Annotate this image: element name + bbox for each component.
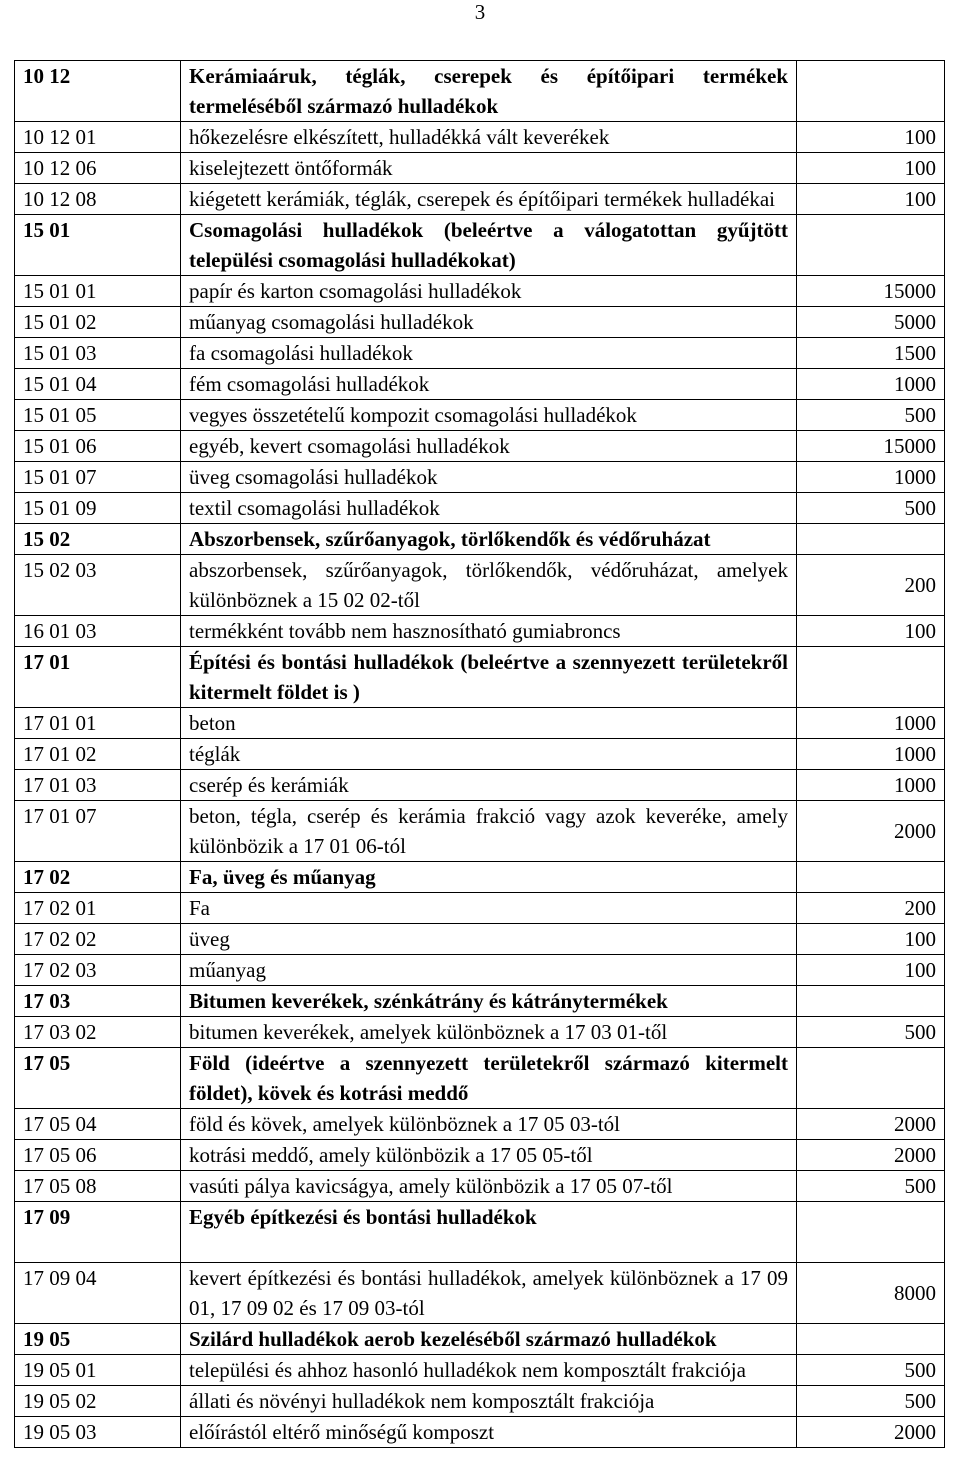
category-row <box>15 1202 945 1263</box>
page-number: 3 <box>474 0 486 24</box>
amount-cell: 15000 <box>797 276 945 307</box>
table-row <box>15 739 945 770</box>
waste-code-cell: 17 02 01 <box>15 893 181 924</box>
amount-cell: 1000 <box>797 708 945 739</box>
table-row <box>15 400 945 431</box>
description-cell: üveg csomagolási hulladékok <box>181 462 797 493</box>
category-row <box>15 1048 945 1109</box>
table-row <box>15 555 945 616</box>
table-row <box>15 1263 945 1324</box>
waste-code-cell: 17 05 08 <box>15 1171 181 1202</box>
amount-cell: 1000 <box>797 739 945 770</box>
waste-code-cell: 17 01 <box>15 647 181 708</box>
table-row <box>15 770 945 801</box>
waste-code-cell: 15 01 07 <box>15 462 181 493</box>
category-row <box>15 1324 945 1355</box>
table-row <box>15 431 945 462</box>
amount-cell: 15000 <box>797 431 945 462</box>
table-row <box>15 462 945 493</box>
amount-cell: 1000 <box>797 369 945 400</box>
description-cell: Csomagolási hulladékok (beleértve a válogatottan gyűjtött települési csomagolási hulladékokat) <box>181 215 797 276</box>
description-cell: műanyag <box>181 955 797 986</box>
description-cell: kotrási meddő, amely különbözik a 17 05 05-től <box>181 1140 797 1171</box>
table-row <box>15 1417 945 1448</box>
table-row <box>15 955 945 986</box>
amount-cell <box>797 1324 945 1355</box>
waste-code-cell: 17 03 <box>15 986 181 1017</box>
amount-cell: 1000 <box>797 462 945 493</box>
description-cell: kiselejtezett öntőformák <box>181 153 797 184</box>
category-row <box>15 524 945 555</box>
waste-code-cell: 19 05 01 <box>15 1355 181 1386</box>
amount-cell: 100 <box>797 153 945 184</box>
waste-code-cell: 17 05 06 <box>15 1140 181 1171</box>
table-row <box>15 307 945 338</box>
description-cell: téglák <box>181 739 797 770</box>
waste-code-cell: 10 12 01 <box>15 122 181 153</box>
table-row <box>15 1171 945 1202</box>
description-cell: Fa, üveg és műanyag <box>181 862 797 893</box>
amount-cell: 2000 <box>797 1140 945 1171</box>
amount-cell: 5000 <box>797 307 945 338</box>
table-row <box>15 122 945 153</box>
waste-code-cell: 10 12 <box>15 61 181 122</box>
waste-code-cell: 17 05 <box>15 1048 181 1109</box>
amount-cell: 500 <box>797 1017 945 1048</box>
description-cell: abszorbensek, szűrőanyagok, törlőkendők, védőruházat, amelyek különböznek a 15 02 02-től <box>181 555 797 616</box>
waste-code-cell: 17 03 02 <box>15 1017 181 1048</box>
description-cell: bitumen keverékek, amelyek különböznek a 17 03 01-től <box>181 1017 797 1048</box>
table-row <box>15 153 945 184</box>
amount-cell: 500 <box>797 1171 945 1202</box>
description-cell: termékként tovább nem hasznosítható gumiabroncs <box>181 616 797 647</box>
waste-code-cell: 17 01 01 <box>15 708 181 739</box>
waste-code-cell: 15 01 01 <box>15 276 181 307</box>
amount-cell: 100 <box>797 924 945 955</box>
table-row <box>15 1386 945 1417</box>
description-cell: Bitumen keverékek, szénkátrány és kátránytermékek <box>181 986 797 1017</box>
waste-code-cell: 16 01 03 <box>15 616 181 647</box>
waste-code-table-body <box>15 61 945 1448</box>
waste-code-cell: 15 02 <box>15 524 181 555</box>
amount-cell: 2000 <box>797 1109 945 1140</box>
description-cell: Egyéb építkezési és bontási hulladékok <box>181 1202 797 1263</box>
amount-cell: 500 <box>797 1355 945 1386</box>
table-row <box>15 924 945 955</box>
description-cell: Abszorbensek, szűrőanyagok, törlőkendők és védőruházat <box>181 524 797 555</box>
table-row <box>15 276 945 307</box>
waste-code-cell: 17 01 07 <box>15 801 181 862</box>
table-row <box>15 1355 945 1386</box>
waste-code-cell: 17 09 04 <box>15 1263 181 1324</box>
description-cell: hőkezelésre elkészített, hulladékká vált keverékek <box>181 122 797 153</box>
table-row <box>15 184 945 215</box>
category-row <box>15 862 945 893</box>
amount-cell: 100 <box>797 122 945 153</box>
amount-cell: 2000 <box>797 801 945 862</box>
table-row <box>15 801 945 862</box>
description-cell: üveg <box>181 924 797 955</box>
amount-cell <box>797 1048 945 1109</box>
description-cell: beton <box>181 708 797 739</box>
description-cell: települési és ahhoz hasonló hulladékok nem komposztált frakciója <box>181 1355 797 1386</box>
description-cell: állati és növényi hulladékok nem komposztált frakciója <box>181 1386 797 1417</box>
amount-cell: 8000 <box>797 1263 945 1324</box>
waste-code-cell: 17 05 04 <box>15 1109 181 1140</box>
description-cell: papír és karton csomagolási hulladékok <box>181 276 797 307</box>
amount-cell: 200 <box>797 555 945 616</box>
description-cell: vegyes összetételű kompozit csomagolási hulladékok <box>181 400 797 431</box>
amount-cell: 2000 <box>797 1417 945 1448</box>
description-cell: Szilárd hulladékok aerob kezeléséből származó hulladékok <box>181 1324 797 1355</box>
amount-cell <box>797 1202 945 1263</box>
waste-code-cell: 17 02 03 <box>15 955 181 986</box>
category-row <box>15 986 945 1017</box>
category-row <box>15 61 945 122</box>
waste-code-cell: 15 01 05 <box>15 400 181 431</box>
waste-code-cell: 15 01 03 <box>15 338 181 369</box>
description-cell: textil csomagolási hulladékok <box>181 493 797 524</box>
amount-cell: 1000 <box>797 770 945 801</box>
table-row <box>15 893 945 924</box>
table-row <box>15 338 945 369</box>
waste-code-table <box>14 60 945 1448</box>
waste-code-cell: 19 05 <box>15 1324 181 1355</box>
waste-code-cell: 15 01 <box>15 215 181 276</box>
amount-cell <box>797 862 945 893</box>
amount-cell <box>797 986 945 1017</box>
waste-code-cell: 15 01 02 <box>15 307 181 338</box>
amount-cell <box>797 215 945 276</box>
waste-code-cell: 17 09 <box>15 1202 181 1263</box>
amount-cell: 200 <box>797 893 945 924</box>
waste-code-cell: 15 01 04 <box>15 369 181 400</box>
waste-code-cell: 17 01 02 <box>15 739 181 770</box>
table-row <box>15 369 945 400</box>
description-cell: előírástól eltérő minőségű komposzt <box>181 1417 797 1448</box>
table-row <box>15 708 945 739</box>
description-cell: egyéb, kevert csomagolási hulladékok <box>181 431 797 462</box>
waste-code-cell: 10 12 08 <box>15 184 181 215</box>
category-row <box>15 647 945 708</box>
waste-code-cell: 15 01 09 <box>15 493 181 524</box>
waste-code-cell: 19 05 02 <box>15 1386 181 1417</box>
waste-code-cell: 17 02 <box>15 862 181 893</box>
waste-code-cell: 10 12 06 <box>15 153 181 184</box>
description-cell: kevert építkezési és bontási hulladékok, amelyek különböznek a 17 09 01, 17 09 02 és 17 09 03-tól <box>181 1263 797 1324</box>
amount-cell <box>797 61 945 122</box>
description-cell: cserép és kerámiák <box>181 770 797 801</box>
description-cell: Építési és bontási hulladékok (beleértve a szennyezett területekről kitermelt földet is ) <box>181 647 797 708</box>
description-cell: fa csomagolási hulladékok <box>181 338 797 369</box>
waste-code-cell: 19 05 03 <box>15 1417 181 1448</box>
description-cell: műanyag csomagolási hulladékok <box>181 307 797 338</box>
table-row <box>15 1109 945 1140</box>
table-row <box>15 616 945 647</box>
amount-cell: 100 <box>797 184 945 215</box>
category-row <box>15 215 945 276</box>
description-cell: beton, tégla, cserép és kerámia frakció vagy azok keveréke, amely különbözik a 17 01 06-tól <box>181 801 797 862</box>
waste-code-cell: 17 01 03 <box>15 770 181 801</box>
description-cell: vasúti pálya kavicságya, amely különbözik a 17 05 07-től <box>181 1171 797 1202</box>
amount-cell: 100 <box>797 955 945 986</box>
amount-cell: 500 <box>797 1386 945 1417</box>
description-cell: kiégetett kerámiák, téglák, cserepek és építőipari termékek hulladékai <box>181 184 797 215</box>
amount-cell: 500 <box>797 493 945 524</box>
waste-code-cell: 17 02 02 <box>15 924 181 955</box>
amount-cell: 100 <box>797 616 945 647</box>
waste-code-cell: 15 01 06 <box>15 431 181 462</box>
description-cell: Kerámiaáruk, téglák, cserepek és építőipari termékek termeléséből származó hulladékok <box>181 61 797 122</box>
amount-cell <box>797 524 945 555</box>
description-cell: föld és kövek, amelyek különböznek a 17 05 03-tól <box>181 1109 797 1140</box>
description-cell: fém csomagolási hulladékok <box>181 369 797 400</box>
amount-cell: 1500 <box>797 338 945 369</box>
description-cell: Föld (ideértve a szennyezett területekről származó kitermelt földet), kövek és kotrási meddő <box>181 1048 797 1109</box>
description-cell: Fa <box>181 893 797 924</box>
waste-code-cell: 15 02 03 <box>15 555 181 616</box>
table-row <box>15 1017 945 1048</box>
amount-cell <box>797 647 945 708</box>
amount-cell: 500 <box>797 400 945 431</box>
table-row <box>15 1140 945 1171</box>
table-row <box>15 493 945 524</box>
